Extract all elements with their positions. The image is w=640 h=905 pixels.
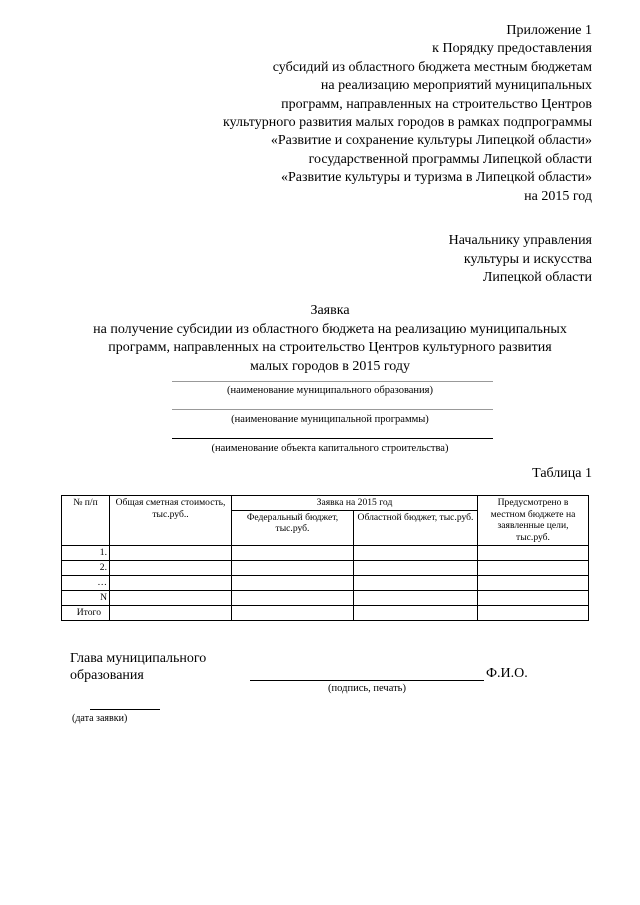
header-local-budget: Предусмотрено в местном бюджете на заявленные цели, тыс.руб. [478,496,589,546]
addressee-block [292,232,592,288]
cell-federal[interactable] [232,590,354,605]
appendix-line: Приложение 1 [506,23,592,38]
object-fill-line[interactable] [172,438,493,439]
request-table [61,495,589,621]
title-line: малых городов в 2015 году [250,358,410,374]
cell-regional[interactable] [354,560,478,575]
appendix-line: на 2015 год [524,188,592,204]
program-fill-line[interactable] [172,409,493,410]
row-number: 2. [62,560,110,575]
program-caption: (наименование муниципальной программы) [231,414,429,425]
header-request-group: Заявка на 2015 год [232,496,478,511]
addressee-line: культуры и искусства [463,251,592,267]
appendix-line: культурного развития малых городов в рамках подпрограммы [222,115,592,131]
table-header-row [62,496,589,511]
title-line: на получение субсидии из областного бюджета на реализацию муниципальных [93,321,567,337]
header-federal-budget: Федеральный бюджет, тыс.руб. [232,510,354,545]
appendix-line: к Порядку предоставления [432,41,592,57]
cell-total-cost[interactable] [110,545,232,560]
cell-federal[interactable] [232,560,354,575]
municipality-caption: (наименование муниципального образования) [226,385,434,396]
cell-regional[interactable] [354,605,478,620]
header-num: № п/п [62,496,110,546]
cell-total-cost[interactable] [110,575,232,590]
cell-federal[interactable] [232,605,354,620]
table-row [62,590,589,605]
fio-label: Ф.И.О. [486,666,528,681]
appendix-line: субсидий из областного бюджета местным бюджетам [272,59,592,75]
cell-local[interactable] [478,560,589,575]
header-regional-budget: Областной бюджет, тыс.руб. [354,510,478,545]
table-label: Таблица 1 [532,466,592,481]
cell-local[interactable] [478,605,589,620]
cell-federal[interactable] [232,575,354,590]
cell-local[interactable] [478,545,589,560]
date-caption: (дата заявки) [72,713,128,724]
row-number: N [62,590,110,605]
document-title [40,302,620,376]
cell-regional[interactable] [354,545,478,560]
cell-local[interactable] [478,590,589,605]
table-total-row [62,605,589,620]
object-caption: (наименование объекта капитального строительства) [211,443,449,454]
row-number: 1. [62,545,110,560]
cell-local[interactable] [478,575,589,590]
cell-total-cost[interactable] [110,605,232,620]
appendix-line: государственной программы Липецкой области [308,151,592,167]
table-row [62,575,589,590]
signatory-position-line: Глава муниципального [70,651,207,666]
addressee-line: Липецкой области [482,270,592,285]
appendix-header [72,22,592,206]
table-row [62,560,589,575]
title-heading: Заявка [310,303,350,318]
header-total-cost: Общая сметная стоимость, тыс.руб.. [110,496,232,546]
cell-total-cost[interactable] [110,560,232,575]
addressee-line: Начальнику управления [448,233,592,248]
row-number: … [62,575,110,590]
cell-total-cost[interactable] [110,590,232,605]
appendix-line: на реализацию мероприятий муниципальных [320,78,592,94]
title-line: программ, направленных на строительство Центров культурного развития [108,340,552,355]
signatory-position-line: образования [70,668,144,683]
date-line[interactable] [90,709,160,710]
cell-federal[interactable] [232,545,354,560]
municipality-fill-line[interactable] [172,381,493,382]
appendix-line: программ, направленных на строительство Центров [281,96,592,112]
appendix-line: «Развитие культуры и туризма в Липецкой области» [280,170,592,186]
table-row [62,545,589,560]
appendix-line: «Развитие и сохранение культуры Липецкой области» [270,133,592,149]
signature-line[interactable] [250,680,484,681]
row-total-label: Итого [62,605,110,620]
signature-caption: (подпись, печать) [328,683,406,694]
cell-regional[interactable] [354,590,478,605]
cell-regional[interactable] [354,575,478,590]
signatory-position [70,650,206,684]
